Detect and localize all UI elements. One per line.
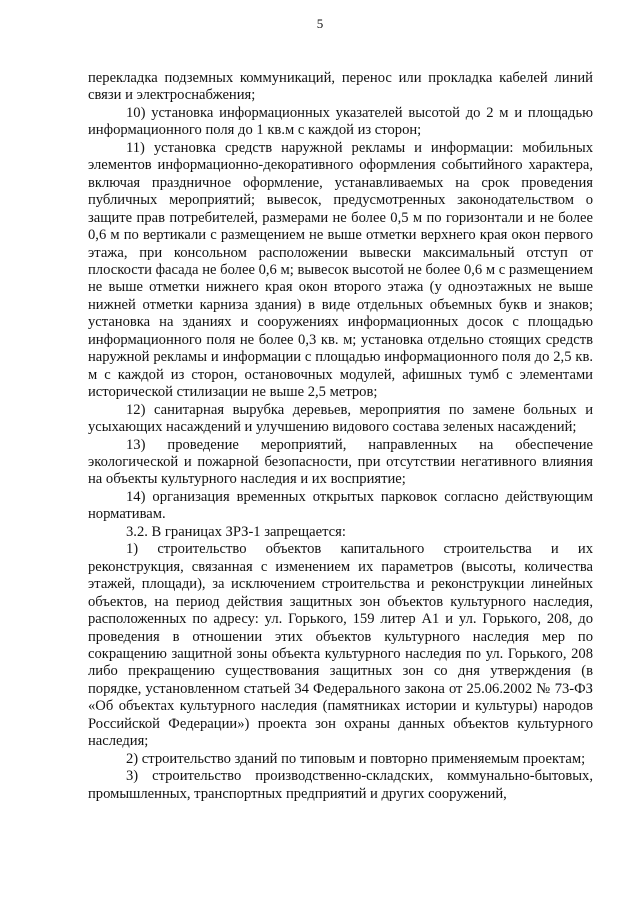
paragraph-item-11: 11) установка средств наружной рекламы и информации: мобильных элементов информационно-декоративного оформления событийного характера, включая праздничное оформление, устанавливаемых на срок проведения публичных мероприятий; вывесок, предусмотренных законодательством о защите прав потребителей, размерами не более 0,5 м по горизонтали и не более 0,6 м по вертикали с размещением не выше отметки верхнего края окон первого этажа, при консольном расположении вывески максимальный отступ от плоскости фасада не более 0,6 м; вывесок высотой не более 0,6 м с размещением не выше отметки нижнего края окон второго этажа (у одноэтажных не выше нижней отметки карниза здания) в виде отдельных объемных букв и знаков; установка на зданиях и сооружениях информационных досок с площадью информационного поля не более 0,3 кв. м; установка отдельно стоящих средств наружной рекламы и информации с площадью информационного поля до 2,5 кв. м с каждой из сторон, остановочных модулей, афишных тумб с элементами исторической стилизации не выше 2,5 метров; (88, 139, 593, 401)
paragraph-item-14: 14) организация временных открытых парковок согласно действующим нормативам. (88, 488, 593, 523)
section-heading-3-2: 3.2. В границах ЗРЗ-1 запрещается: (126, 523, 346, 540)
paragraph-continuation: перекладка подземных коммуникаций, перенос или прокладка кабелей линий связи и электроснабжения; (88, 70, 593, 104)
paragraph-item-13: 13) проведение мероприятий, направленных на обеспечение экологической и пожарной безопасности, при отсутствии негативного влияния на объекты культурного наследия и их восприятие; (88, 436, 593, 488)
page-number: 5 (316, 16, 324, 31)
paragraph-item-10: 10) установка информационных указателей высотой до 2 м и площадью информационного поля до 1 кв.м с каждой из сторон; (88, 104, 593, 139)
paragraph-prohibited-2: 2) строительство зданий по типовым и повторно применяемым проектам; (126, 750, 586, 767)
document-body (88, 70, 593, 803)
paragraph-prohibited-1: 1) строительство объектов капитального строительства и их реконструкция, связанная с изменением их параметров (высоты, количества этажей, площади), за исключением строительства и реконструкции линейных объектов, на период действия защитных зон объектов культурного наследия, расположенных по адресу: ул. Горького, 159 литер А1 и ул. Горького, 208, до проведения в отношении этих объектов культурного наследия мер по сокращению защитной зоны объекта культурного наследия по ул. Горького, 208 либо прекращению существования защитных зон со дня утверждения (в порядке, установленном статьей 34 Федерального закона от 25.06.2002 № 73-ФЗ «Об объектах культурного наследия (памятниках истории и культуры) народов Российской Федерации») проекта зон охраны данных объектов культурного наследия; (88, 541, 593, 750)
paragraph-item-12: 12) санитарная вырубка деревьев, мероприятия по замене больных и усыхающих насаждений и улучшению видового состава зеленых насаждений; (88, 401, 593, 436)
paragraph-prohibited-3: 3) строительство производственно-складских, коммунально-бытовых, промышленных, транспортных предприятий и других сооружений, (88, 768, 593, 802)
